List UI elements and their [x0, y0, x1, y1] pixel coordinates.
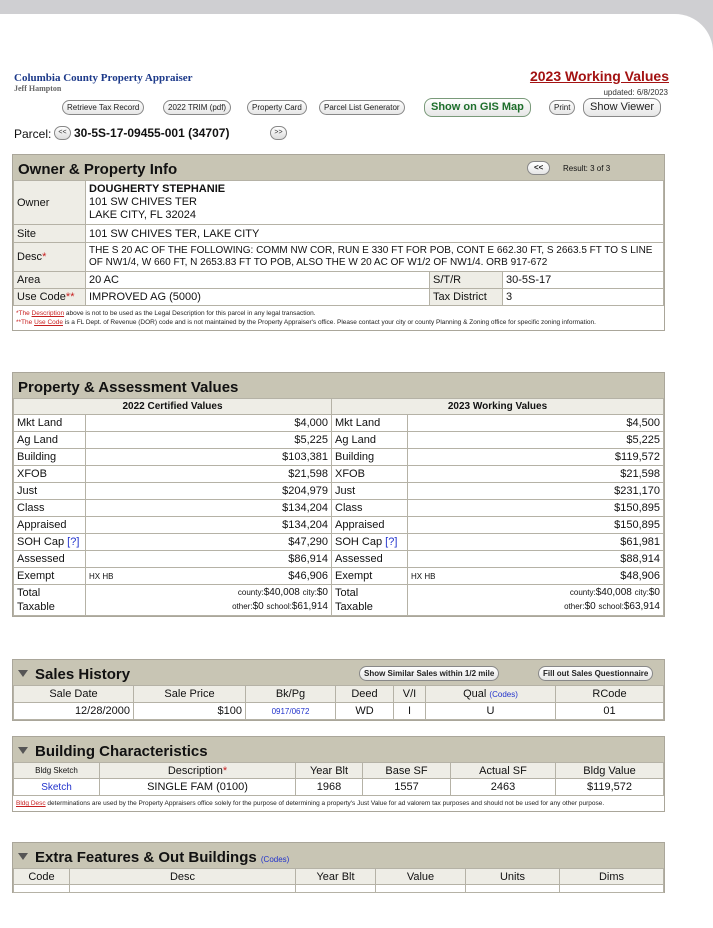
bldg-desc-star: * [222, 764, 228, 777]
total-label-2023: Total [335, 587, 359, 599]
city-2023: $0 [648, 587, 660, 598]
bkpg-header: Bk/Pg [246, 686, 336, 703]
empty-cell [466, 885, 560, 893]
soh-help-link-2023[interactable]: [?] [385, 536, 398, 548]
show-viewer-button[interactable]: Show Viewer [583, 98, 661, 117]
sketch-link[interactable]: Sketch [41, 782, 72, 793]
site-value: 101 SW CHIVES TER, LAKE CITY [86, 225, 664, 243]
assessment-section [12, 372, 665, 617]
owner-address-1: 101 SW CHIVES TER [89, 196, 197, 208]
updated-date: updated: 6/8/2023 [603, 88, 668, 97]
other-2022: $0 [252, 601, 264, 612]
taxable-2022-line2 [89, 600, 328, 614]
value-header: Value [376, 869, 466, 885]
value-2023: $4,500 [408, 415, 664, 432]
exempt-2023: $48,906 [620, 570, 660, 582]
row-label-2023: Building [332, 449, 408, 466]
row-label-2022: Just [14, 483, 86, 500]
prev-parcel-button[interactable]: << [54, 126, 71, 140]
soh-2022: $47,290 [86, 534, 332, 551]
vi-header: V/I [394, 686, 426, 703]
owner-name: DOUGHERTY STEPHANIE [89, 183, 226, 195]
table-row [14, 432, 664, 449]
qual: U [426, 703, 556, 720]
year-header: Year Blt [296, 869, 376, 885]
county-label-2022: county: [237, 588, 264, 597]
code-header: Code [14, 869, 70, 885]
owner-notes [13, 306, 664, 330]
row-label-2022: Building [14, 449, 86, 466]
extra-title-text: Extra Features & Out Buildings [35, 849, 257, 866]
exempt-code-2022: HX HB [89, 572, 114, 581]
parcel-id: 30-5S-17-09455-001 (34707) [74, 126, 230, 140]
sale-date: 12/28/2000 [14, 703, 134, 720]
row-label-2023: Just [332, 483, 408, 500]
other-2023: $0 [584, 601, 596, 612]
school-label-2023: school: [598, 602, 624, 611]
qual-codes-link[interactable]: (Codes) [489, 690, 518, 699]
gis-map-button[interactable]: Show on GIS Map [424, 98, 531, 117]
value-2022: $134,204 [86, 517, 332, 534]
parcel-label: Parcel: [14, 127, 52, 141]
appraiser-name: Jeff Hampton [14, 84, 62, 93]
building-title-text: Building Characteristics [35, 743, 208, 760]
desc-label: Desc [17, 251, 43, 263]
collapse-triangle-icon[interactable] [18, 853, 28, 860]
building-table [13, 762, 664, 796]
base-sf-header: Base SF [363, 763, 451, 779]
owner-address-2: LAKE CITY, FL 32024 [89, 209, 197, 221]
table-row [14, 415, 664, 432]
retrieve-tax-record-button[interactable]: Retrieve Tax Record [62, 100, 144, 115]
deed: WD [336, 703, 394, 720]
rcode: 01 [556, 703, 664, 720]
empty-cell [376, 885, 466, 893]
school-label-2022: school: [266, 602, 292, 611]
table-row [14, 779, 664, 796]
bldg-value-header: Bldg Value [556, 763, 664, 779]
other-label-2022: other: [232, 602, 253, 611]
desc-star: * [42, 251, 47, 263]
soh-help-link-2022[interactable]: [?] [67, 536, 80, 548]
sales-title[interactable] [13, 660, 664, 685]
city-label-2022: city: [302, 588, 317, 597]
desc-value: THE S 20 AC OF THE FOLLOWING: COMM NW COR, RUN E 330 FT FOR POB, CONT E 662.30 FT, S 2663.5 FT TO S LINE OF NW1/4, W 660 FT, N 2653.83 FT TO POB, ALSO THE W 20 AC OF W1/2 OF NW1/4. ORB 917-672 [86, 243, 664, 272]
use-code-label-cell [14, 289, 86, 306]
soh-2023: $61,981 [408, 534, 664, 551]
description-link[interactable]: Description [31, 310, 65, 317]
taxable-2022-line1 [89, 586, 328, 600]
sales-section [12, 659, 665, 721]
exempt-code-2023: HX HB [411, 572, 436, 581]
collapse-triangle-icon[interactable] [18, 670, 28, 677]
desc-note-text: above is not to be used as the Legal Description for this parcel in any legal transaction. [64, 310, 316, 317]
sales-table [13, 685, 664, 720]
empty-cell [14, 885, 70, 893]
result-count: Result: 3 of 3 [563, 164, 611, 173]
assessed-2022: $86,914 [86, 551, 332, 568]
use-code-link[interactable]: Use Code [34, 319, 63, 326]
bkpg-cell [246, 703, 336, 720]
table-row [14, 449, 664, 466]
value-2023: $5,225 [408, 432, 664, 449]
parcel-row [12, 120, 669, 146]
soh-label-2022-cell [14, 534, 86, 551]
assessed-label-2023: Assessed [332, 551, 408, 568]
exempt-2023-cell [408, 568, 664, 585]
value-2023: $21,598 [408, 466, 664, 483]
value-2023: $150,895 [408, 517, 664, 534]
col-2022-header: 2022 Certified Values [14, 399, 332, 415]
org-name[interactable]: Columbia County Property Appraiser [14, 72, 193, 84]
row-label-2022: XFOB [14, 466, 86, 483]
table-row [14, 483, 664, 500]
row-label-2023: Ag Land [332, 432, 408, 449]
rcode-header: RCode [556, 686, 664, 703]
qual-header-text: Qual [463, 688, 487, 700]
building-note-text: determinations are used by the Property Appraisers office solely for the purpose of determining a property's Just Value for ad valorem tax purposes and should not be used for any other purpose. [45, 800, 605, 807]
table-row [14, 466, 664, 483]
str-label: S/T/R [430, 272, 503, 289]
owner-property-section [12, 154, 665, 331]
exempt-label-2022: Exempt [14, 568, 86, 585]
dims-header: Dims [560, 869, 664, 885]
row-label-2023: Class [332, 500, 408, 517]
owner-cell [86, 181, 664, 225]
other-label-2023: other: [564, 602, 585, 611]
units-header: Units [466, 869, 560, 885]
qual-header [426, 686, 556, 703]
bkpg-link[interactable]: 0917/0672 [271, 707, 310, 716]
total-taxable-label-2023 [332, 585, 408, 616]
property-card-button[interactable]: Property Card [247, 100, 307, 115]
tax-district-value: 3 [503, 289, 664, 306]
value-2022: $21,598 [86, 466, 332, 483]
exempt-2022-cell [86, 568, 332, 585]
empty-cell [296, 885, 376, 893]
desc-label-cell [14, 243, 86, 272]
school-2023: $63,914 [623, 601, 660, 612]
collapse-triangle-icon[interactable] [18, 747, 28, 754]
county-2023: $40,008 [595, 587, 632, 598]
building-section [12, 736, 665, 812]
exempt-2022: $46,906 [288, 570, 328, 582]
empty-cell [560, 885, 664, 893]
owner-section-title [13, 155, 664, 180]
total-taxable-2023 [408, 585, 664, 616]
table-row [14, 500, 664, 517]
value-2022: $204,979 [86, 483, 332, 500]
city-label-2023: city: [634, 588, 649, 597]
similar-sales-button[interactable]: Show Similar Sales within 1/2 mile [359, 666, 499, 681]
county-label-2023: county: [569, 588, 596, 597]
use-code-note [16, 318, 661, 327]
row-label-2022: Mkt Land [14, 415, 86, 432]
assessment-title: Property & Assessment Values [18, 379, 239, 396]
str-value: 30-5S-17 [503, 272, 664, 289]
bldg-desc-header-text: Description [167, 764, 223, 777]
back-button[interactable]: << [527, 161, 550, 175]
site-header [12, 58, 669, 96]
trim-pdf-button[interactable]: 2022 TRIM (pdf) [163, 100, 231, 115]
empty-cell [70, 885, 296, 893]
col-2023-header: 2023 Working Values [332, 399, 664, 415]
soh-label-2023: SOH Cap [335, 536, 383, 548]
row-label-2022: Ag Land [14, 432, 86, 449]
bldg-sketch-header: Bldg Sketch [14, 763, 100, 779]
desc-note-prefix: *The [16, 310, 32, 317]
owner-table [13, 180, 664, 306]
year-blt: 1968 [296, 779, 363, 796]
sales-title-text: Sales History [35, 666, 131, 683]
taxable-label-2023: Taxable [335, 601, 373, 613]
table-row [14, 517, 664, 534]
assessed-label-2022: Assessed [14, 551, 86, 568]
page-sheet [0, 14, 713, 928]
extra-table [13, 868, 664, 893]
actual-sf-header: Actual SF [451, 763, 556, 779]
assessed-2023: $88,914 [408, 551, 664, 568]
soh-label-2022: SOH Cap [17, 536, 65, 548]
deed-header: Deed [336, 686, 394, 703]
exempt-label-2023: Exempt [332, 568, 408, 585]
area-value: 20 AC [86, 272, 430, 289]
use-code-star: ** [65, 291, 75, 303]
bldg-desc: SINGLE FAM (0100) [100, 779, 296, 796]
soh-label-2023-cell [332, 534, 408, 551]
bldg-desc-link[interactable]: Bldg Desc [16, 800, 46, 807]
next-parcel-button[interactable]: >> [270, 126, 287, 140]
value-2022: $4,000 [86, 415, 332, 432]
toolbar [12, 98, 669, 120]
use-code-label: Use Code [17, 291, 66, 303]
total-label-2022: Total [17, 587, 41, 599]
tax-district-label: Tax District [430, 289, 503, 306]
desc-note [16, 309, 661, 318]
area-label: Area [14, 272, 86, 289]
taxable-2023-line1 [411, 586, 660, 600]
bldg-value: $119,572 [556, 779, 664, 796]
building-note [13, 796, 664, 811]
page-content [12, 58, 669, 883]
assessment-rows [14, 415, 664, 534]
working-values-link[interactable]: 2023 Working Values [529, 68, 669, 84]
base-sf: 1557 [363, 779, 451, 796]
desc-header: Desc [70, 869, 296, 885]
sales-questionnaire-button[interactable]: Fill out Sales Questionnaire [538, 666, 653, 681]
sale-price-header: Sale Price [134, 686, 246, 703]
value-2022: $5,225 [86, 432, 332, 449]
sketch-cell [14, 779, 100, 796]
total-taxable-label-2022 [14, 585, 86, 616]
parcel-list-generator-button[interactable]: Parcel List Generator [319, 100, 405, 115]
value-2023: $150,895 [408, 500, 664, 517]
school-2022: $61,914 [291, 601, 328, 612]
owner-section-title-text: Owner & Property Info [18, 161, 178, 178]
owner-label: Owner [14, 181, 86, 225]
row-label-2023: Appraised [332, 517, 408, 534]
extra-title[interactable] [13, 843, 664, 868]
row-label-2023: XFOB [332, 466, 408, 483]
table-row [14, 703, 664, 720]
extra-features-section [12, 842, 665, 893]
city-2022: $0 [316, 587, 328, 598]
bldg-desc-header [100, 763, 296, 779]
print-button[interactable]: Print [549, 100, 575, 115]
vi: I [394, 703, 426, 720]
extra-codes-link[interactable]: (Codes) [260, 855, 290, 864]
value-2023: $231,170 [408, 483, 664, 500]
actual-sf: 2463 [451, 779, 556, 796]
year-blt-header: Year Blt [296, 763, 363, 779]
value-2022: $103,381 [86, 449, 332, 466]
sale-price: $100 [134, 703, 246, 720]
sale-date-header: Sale Date [14, 686, 134, 703]
row-label-2022: Appraised [14, 517, 86, 534]
site-label: Site [14, 225, 86, 243]
taxable-2023-line2 [411, 600, 660, 614]
assessment-table [13, 398, 664, 616]
row-label-2023: Mkt Land [332, 415, 408, 432]
county-2022: $40,008 [263, 587, 300, 598]
value-2022: $134,204 [86, 500, 332, 517]
row-label-2022: Class [14, 500, 86, 517]
use-code-value: IMPROVED AG (5000) [86, 289, 430, 306]
taxable-label-2022: Taxable [17, 601, 55, 613]
value-2023: $119,572 [408, 449, 664, 466]
use-note-text: is a FL Dept. of Revenue (DOR) code and is not maintained by the Property Appraiser's office. Please contact your city or county Planning & Zoning office for specific zoning information. [62, 319, 596, 326]
building-title[interactable] [13, 737, 664, 762]
use-note-prefix: **The [16, 319, 35, 326]
total-taxable-2022 [86, 585, 332, 616]
